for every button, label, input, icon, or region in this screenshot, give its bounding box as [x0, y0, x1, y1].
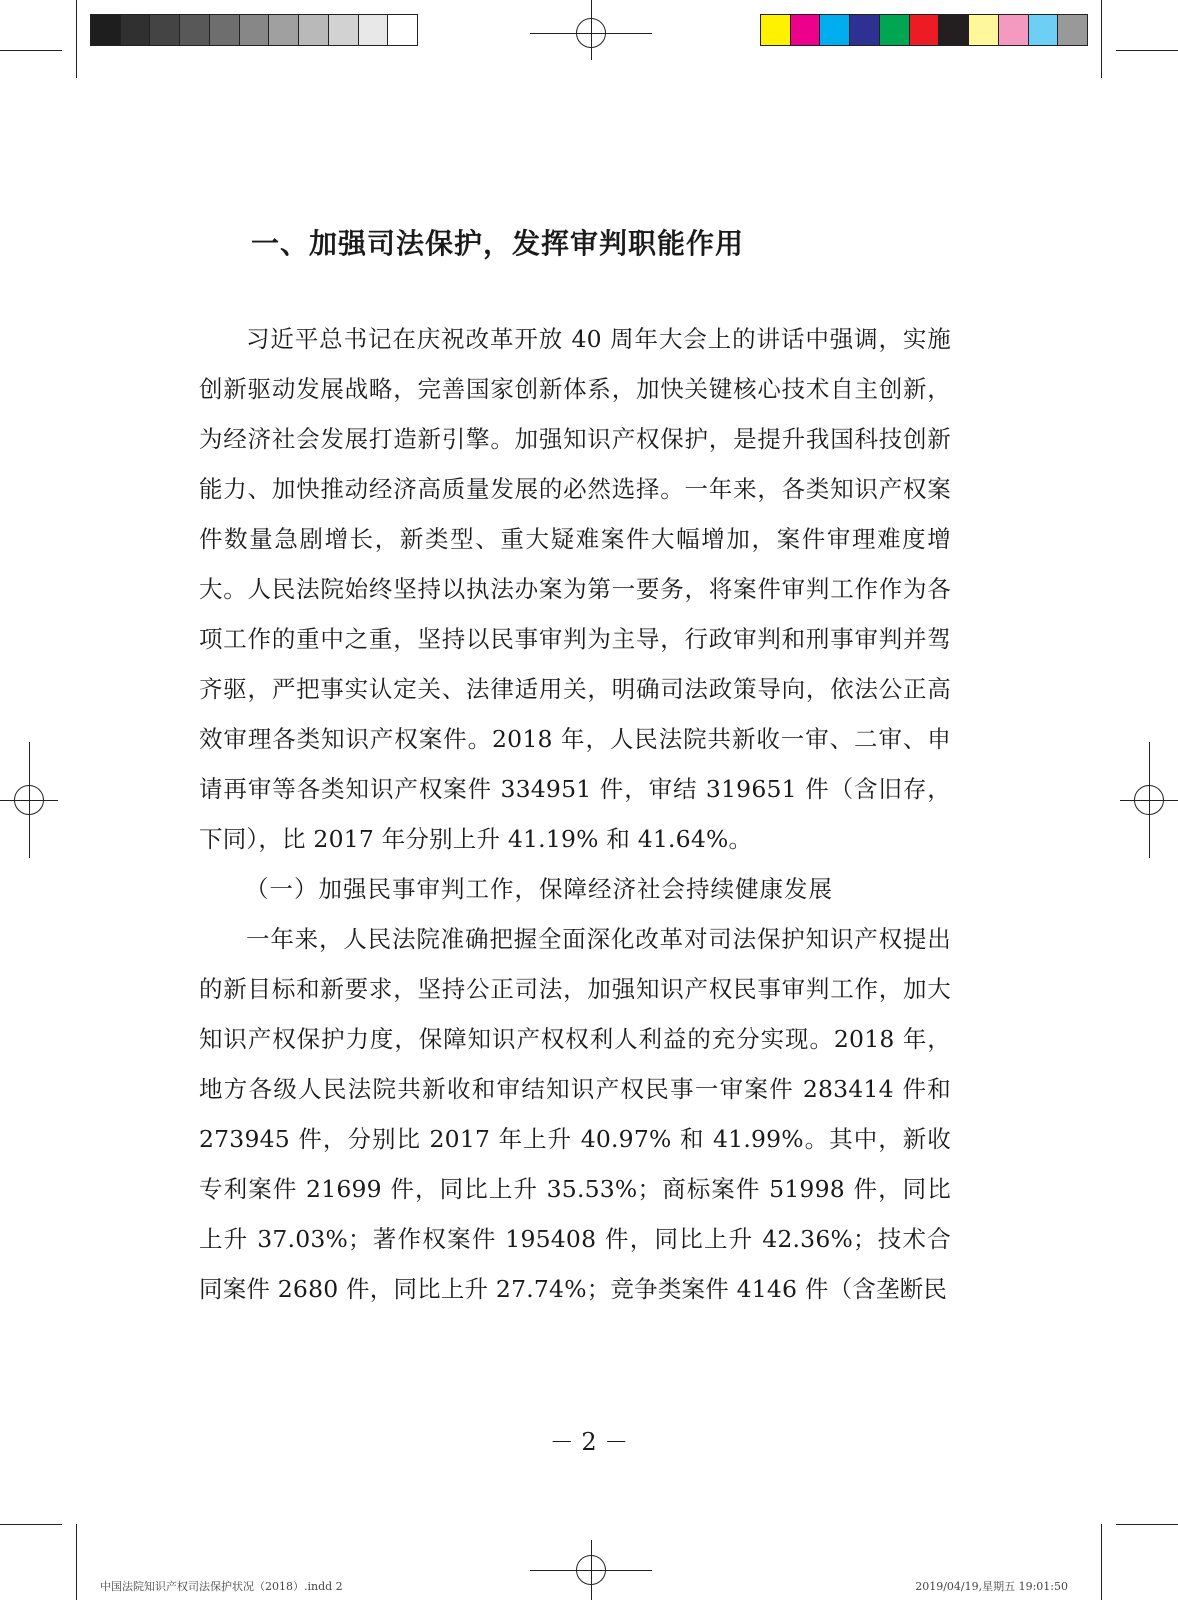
paragraph-intro: 习近平总书记在庆祝改革开放 40 周年大会上的讲话中强调，实施创新驱动发展战略，完善国家创新体系，加快关键核心技术自主创新，为经济社会发展打造新引擎。加强知识产权保护，是提升我国科技创新能力、加快推动经济高质量发展的必然选择。一年来，各类知识产权案件数量急剧增长，新类型、重大疑难案件大幅增加，案件审理难度增大。人民法院始终坚持以执法办案为第一要务，将案件审判工作作为各项工作的重中之重，坚持以民事审判为主导，行政审判和刑事审判并驾齐驱，严把事实认定关、法律适用关，明确司法政策导向，依法公正高效审理各类知识产权案件。2018 年，人民法院共新收一审、二审、申请再审等各类知识产权案件 334951 件，审结 319651 件（含旧存，下同），比 2017 年分别上升 41.19% 和 41.64%。 [199, 325, 951, 853]
color-swatch [329, 15, 359, 45]
color-swatch [820, 15, 850, 45]
color-swatch [388, 15, 417, 45]
process-color-bar [760, 14, 1088, 46]
color-swatch [269, 15, 299, 45]
color-swatch [210, 15, 240, 45]
color-swatch [791, 15, 821, 45]
color-swatch [359, 15, 389, 45]
color-swatch [91, 15, 121, 45]
section-heading: 一、加强司法保护，发挥审判职能作用 [251, 227, 745, 260]
page-number: － 2 － [549, 1428, 629, 1456]
color-swatch [1058, 15, 1087, 45]
paragraph-civil-trials: 一年来，人民法院准确把握全面深化改革对司法保护知识产权提出的新目标和新要求，坚持公正司法，加强知识产权民事审判工作，加大知识产权保护力度，保障知识产权权利人利益的充分实现。2018 年，地方各级人民法院共新收和审结知识产权民事一审案件 283414 件和 273945 件，分别比 2017 年上升 40.97% 和 41.99%。其中，新收专利案件 21699 件，同比上升 35.53%；商标案件 51998 件，同比上升 37.03%；著作权案件 195408 件，同比上升 42.36%；技术合同案件 2680 件，同比上升 27.74%；竞争类案件 4146 件（含垄断民 [199, 925, 951, 1303]
color-swatch [121, 15, 151, 45]
color-swatch [761, 15, 791, 45]
subsection-heading: （一）加强民事审判工作，保障经济社会持续健康发展 [245, 875, 833, 903]
color-swatch [240, 15, 270, 45]
color-swatch [880, 15, 910, 45]
color-swatch [180, 15, 210, 45]
color-swatch [299, 15, 329, 45]
color-swatch [999, 15, 1029, 45]
body-text [199, 314, 951, 1314]
footer-file-name: 中国法院知识产权司法保护状况（2018）.indd 2 [100, 1580, 343, 1593]
color-swatch [850, 15, 880, 45]
color-swatch [1029, 15, 1059, 45]
color-swatch [969, 15, 999, 45]
color-swatch [150, 15, 180, 45]
grayscale-color-bar [90, 14, 418, 46]
footer-timestamp: 2019/04/19,星期五 19:01:50 [915, 1580, 1068, 1593]
color-swatch [939, 15, 969, 45]
color-swatch [910, 15, 940, 45]
